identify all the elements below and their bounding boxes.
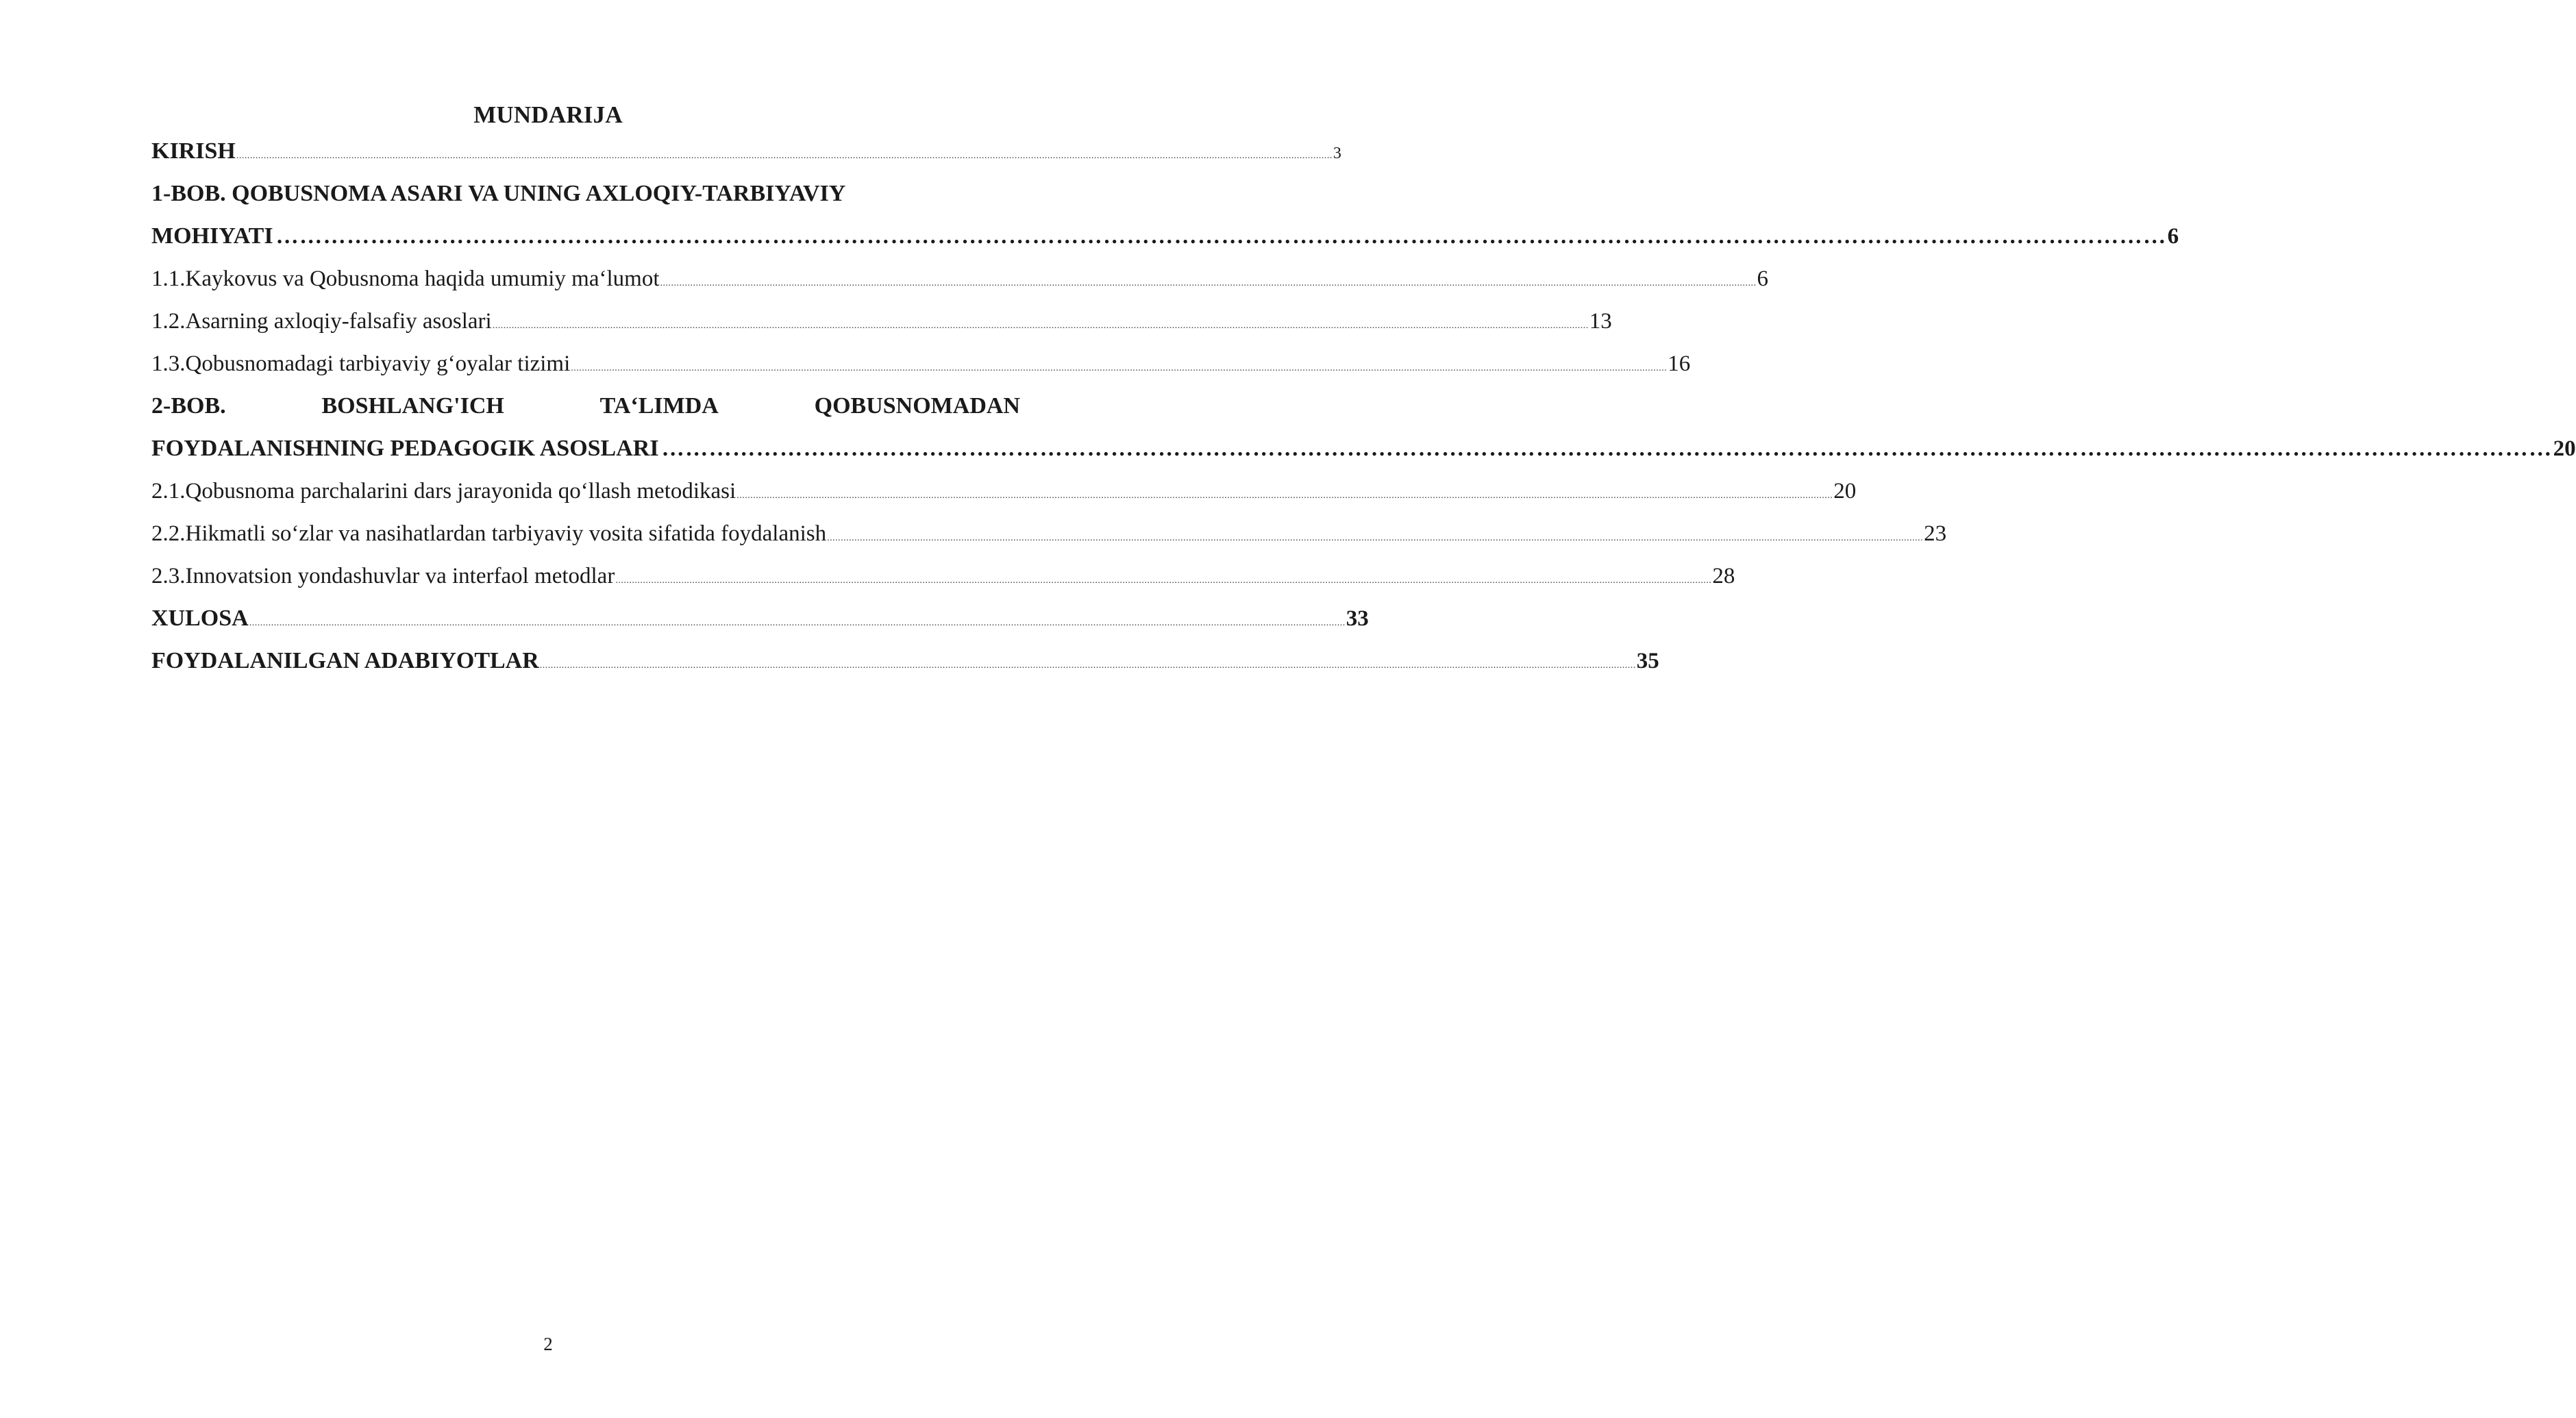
toc-entry-label: MOHIYATI <box>151 223 273 249</box>
toc-chapter-2-title[interactable] <box>151 390 1020 423</box>
toc-entry-label: 2.3.Innovatsion yondashuvlar va interfaol metodlar <box>151 564 615 588</box>
toc-word: QOBUSNOMADAN <box>814 393 1020 419</box>
dot-leader: ................................................................................................................................................................................................................................................................................................................................................................................................................ <box>827 533 1924 543</box>
toc-entry-page: 23 <box>1924 521 1947 546</box>
page-number: 2 <box>543 1334 553 1354</box>
toc-word: BOSHLANG'ICH <box>321 393 504 419</box>
dot-leader: …………………………………………………………………………………………………………………………………………………………………………………………………………………… <box>275 224 2167 249</box>
toc-entry-kirish[interactable] <box>151 135 1341 168</box>
dot-leader: …………………………………………………………………………………………………………………………………………………………………………………………………………………… <box>661 436 2553 461</box>
toc-entry-adabiyotlar[interactable] <box>151 645 1659 677</box>
toc-entry-label: XULOSA <box>151 606 249 631</box>
toc-entry-1-2[interactable] <box>151 305 1612 338</box>
toc-entry-label: 1-BOB. QOBUSNOMA ASARI VA UNING AXLOQIY-TARBIYAVIY <box>151 181 846 206</box>
page-title: MUNDARIJA <box>473 101 623 128</box>
dot-leader: ................................................................................................................................................................................................................................................................................................................................................................................................................ <box>736 490 1833 501</box>
toc-entry-2-3[interactable] <box>151 560 1735 593</box>
toc-entry-label: 1.3.Qobusnomadagi tarbiyaviy g‘oyalar tizimi <box>151 351 571 376</box>
dot-leader: ................................................................................................................................................................................................................................................................................................................................................................................................................ <box>539 660 1636 671</box>
toc-entry-2-1[interactable] <box>151 475 1857 508</box>
toc-entry-page: 6 <box>1757 266 1768 291</box>
toc-entry-page: 3 <box>1333 145 1341 162</box>
dot-leader: ................................................................................................................................................................................................................................................................................................................................................................................................................ <box>571 363 1668 373</box>
dot-leader: ................................................................................................................................................................................................................................................................................................................................................................................................................ <box>615 575 1712 586</box>
toc-entry-1-1[interactable] <box>151 262 1768 295</box>
toc-entry-xulosa[interactable] <box>151 602 1369 635</box>
dot-leader: ................................................................................................................................................................................................................................................................................................................................................................................................................ <box>249 618 1346 628</box>
toc-entry-1-3[interactable] <box>151 347 1691 380</box>
toc-entry-page: 20 <box>1833 479 1857 503</box>
dot-leader: ................................................................................................................................................................................................................................................................................................................................................................................................................ <box>492 321 1589 331</box>
toc-entry-label: 2.2.Hikmatli so‘zlar va nasihatlardan tarbiyaviy vosita sifatida foydalanish <box>151 521 827 546</box>
toc-word: 2-BOB. <box>151 393 226 419</box>
toc-entry-page: 33 <box>1346 606 1369 631</box>
toc-entry-label: KIRISH <box>151 138 236 164</box>
toc-entry-page: 13 <box>1589 309 1612 334</box>
toc-entry-label: 1.2.Asarning axloqiy-falsafiy asoslari <box>151 309 492 334</box>
toc-entry-page: 35 <box>1636 649 1659 673</box>
toc-word: TA‘LIMDA <box>599 393 719 419</box>
toc-entry-page: 28 <box>1712 564 1735 588</box>
toc-chapter-1[interactable] <box>151 220 2179 253</box>
toc-entry-label: 2.1.Qobusnoma parchalarini dars jarayonida qo‘llash metodikasi <box>151 479 736 503</box>
toc-entry-page: 20 <box>2553 436 2576 461</box>
toc-entry-label: 1.1.Kaykovus va Qobusnoma haqida umumiy ma‘lumot <box>151 266 660 291</box>
toc-entry-label: FOYDALANILGAN ADABIYOTLAR <box>151 648 539 673</box>
toc-entry-page: 16 <box>1668 351 1691 376</box>
toc-chapter-1-title[interactable] <box>151 177 965 210</box>
toc-entry-2-2[interactable] <box>151 517 1947 550</box>
toc-entry-page: 6 <box>2167 224 2179 249</box>
toc-chapter-2[interactable] <box>151 432 2576 465</box>
dot-leader: ................................................................................................................................................................................................................................................................................................................................................................................................................ <box>660 278 1757 288</box>
toc-entry-label: FOYDALANISHNING PEDAGOGIK ASOSLARI <box>151 436 659 461</box>
dot-leader: ................................................................................................................................................................................................................................................................................................................................................................................................................ <box>236 151 1333 161</box>
